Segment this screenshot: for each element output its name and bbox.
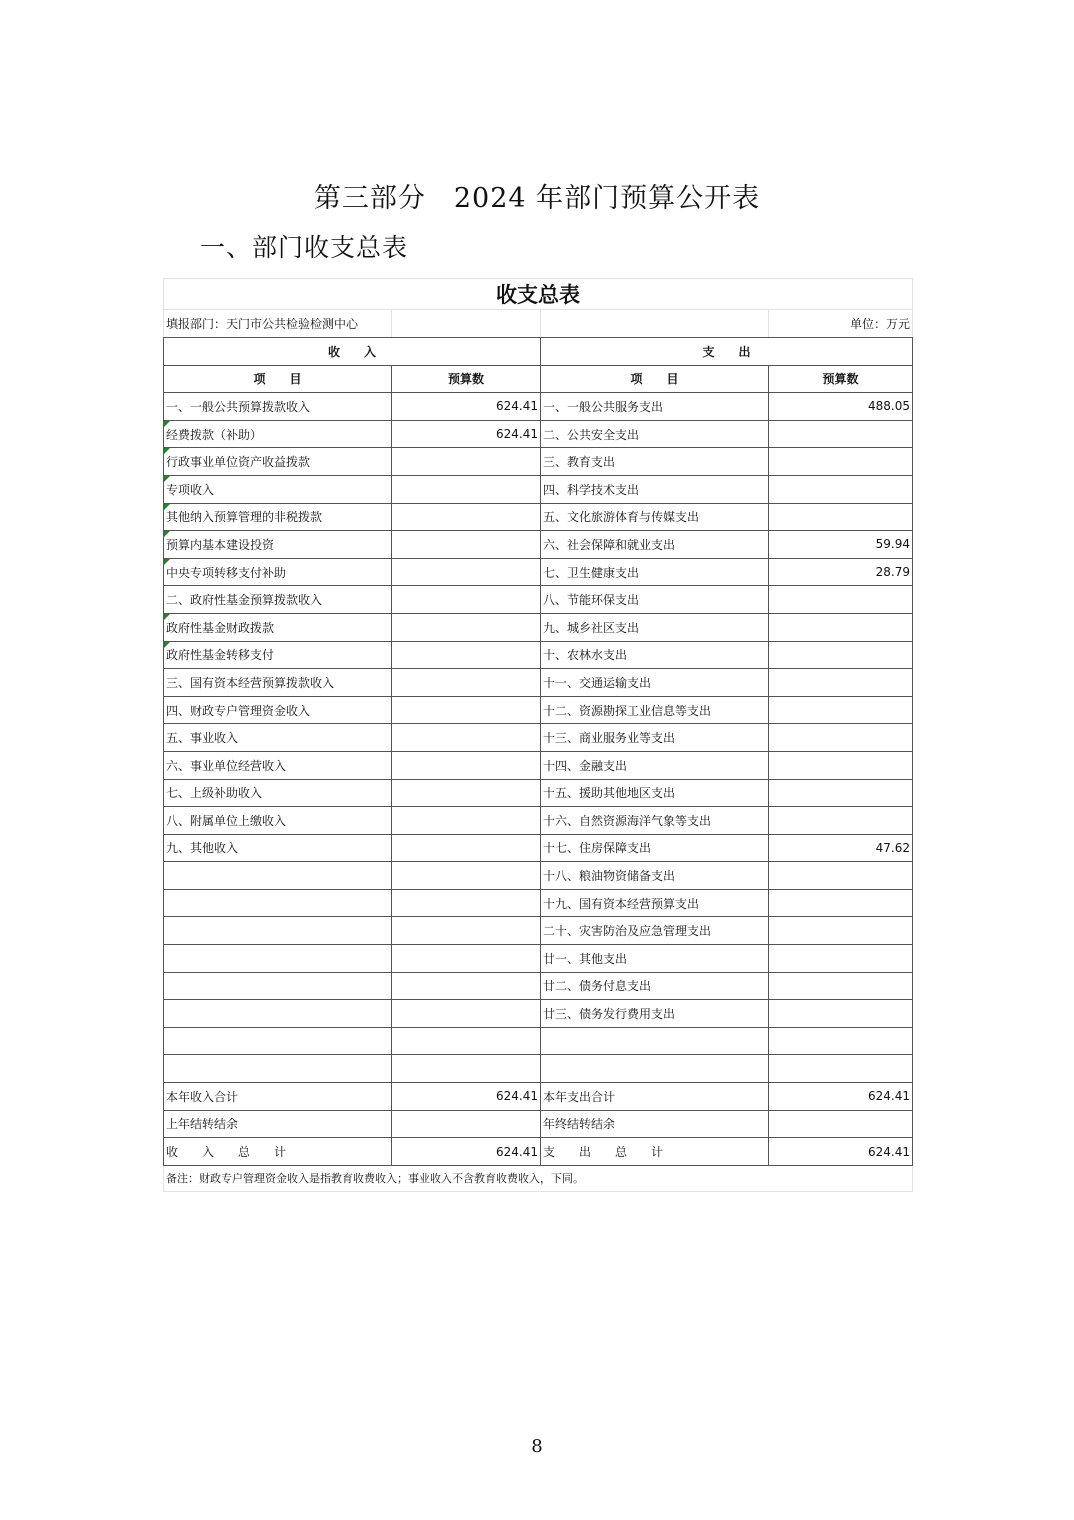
expense-item: 年终结转结余 bbox=[541, 1110, 769, 1138]
page-number: 8 bbox=[531, 1436, 543, 1457]
expense-amount bbox=[769, 475, 913, 503]
income-item: 收 入 总 计 bbox=[164, 1138, 392, 1166]
expense-item: 十五、援助其他地区支出 bbox=[541, 779, 769, 807]
table-row bbox=[164, 448, 913, 476]
table-row bbox=[164, 696, 913, 724]
income-amount bbox=[392, 613, 541, 641]
expense-item: 十、农林水支出 bbox=[541, 641, 769, 669]
expense-item: 十一、交通运输支出 bbox=[541, 669, 769, 697]
expense-item: 支 出 总 计 bbox=[541, 1138, 769, 1166]
expense-amount bbox=[769, 807, 913, 835]
table-row bbox=[164, 641, 913, 669]
unit-label: 单位：万元 bbox=[769, 310, 913, 338]
expense-item bbox=[541, 1055, 769, 1083]
expense-header: 支 出 bbox=[541, 338, 913, 366]
table-row bbox=[164, 945, 913, 973]
income-amount: 624.41 bbox=[392, 1083, 541, 1111]
expense-item bbox=[541, 1027, 769, 1055]
income-item bbox=[164, 889, 392, 917]
expense-amount-header: 预算数 bbox=[769, 365, 913, 393]
expense-item: 十九、国有资本经营预算支出 bbox=[541, 889, 769, 917]
income-amount bbox=[392, 889, 541, 917]
income-item: 九、其他收入 bbox=[164, 834, 392, 862]
expense-item: 廿三、债务发行费用支出 bbox=[541, 1000, 769, 1028]
income-item: 上年结转结余 bbox=[164, 1110, 392, 1138]
income-amount bbox=[392, 724, 541, 752]
income-item bbox=[164, 1027, 392, 1055]
income-header: 收 入 bbox=[164, 338, 541, 366]
income-amount bbox=[392, 669, 541, 697]
expense-amount bbox=[769, 724, 913, 752]
income-item: 政府性基金财政拨款 bbox=[164, 613, 392, 641]
income-item bbox=[164, 1055, 392, 1083]
table-row bbox=[164, 420, 913, 448]
expense-amount bbox=[769, 696, 913, 724]
income-amount bbox=[392, 586, 541, 614]
income-item: 六、事业单位经营收入 bbox=[164, 751, 392, 779]
budget-summary-table bbox=[163, 278, 913, 1192]
income-item: 三、国有资本经营预算拨款收入 bbox=[164, 669, 392, 697]
table-row bbox=[164, 613, 913, 641]
income-item: 八、附属单位上缴收入 bbox=[164, 807, 392, 835]
table-row bbox=[164, 724, 913, 752]
expense-item: 十二、资源勘探工业信息等支出 bbox=[541, 696, 769, 724]
table-row bbox=[164, 1027, 913, 1055]
income-amount-header: 预算数 bbox=[392, 365, 541, 393]
expense-amount bbox=[769, 1000, 913, 1028]
expense-amount bbox=[769, 641, 913, 669]
income-amount bbox=[392, 1000, 541, 1028]
income-item: 中央专项转移支付补助 bbox=[164, 558, 392, 586]
income-item: 经费拨款（补助） bbox=[164, 420, 392, 448]
expense-item-header: 项 目 bbox=[541, 365, 769, 393]
income-amount bbox=[392, 807, 541, 835]
income-amount bbox=[392, 696, 541, 724]
income-amount bbox=[392, 945, 541, 973]
expense-amount bbox=[769, 972, 913, 1000]
table-caption: 收支总表 bbox=[164, 279, 913, 310]
income-amount bbox=[392, 448, 541, 476]
income-amount bbox=[392, 1110, 541, 1138]
expense-amount: 624.41 bbox=[769, 1083, 913, 1111]
income-item: 专项收入 bbox=[164, 475, 392, 503]
expense-item: 十四、金融支出 bbox=[541, 751, 769, 779]
income-item: 五、事业收入 bbox=[164, 724, 392, 752]
income-amount bbox=[392, 475, 541, 503]
table-row bbox=[164, 1055, 913, 1083]
reporting-department: 填报部门：天门市公共检验检测中心 bbox=[164, 310, 392, 338]
table-row bbox=[164, 1083, 913, 1111]
table-row bbox=[164, 669, 913, 697]
expense-item: 廿一、其他支出 bbox=[541, 945, 769, 973]
expense-item: 四、科学技术支出 bbox=[541, 475, 769, 503]
income-amount bbox=[392, 862, 541, 890]
expense-amount: 28.79 bbox=[769, 558, 913, 586]
income-amount bbox=[392, 641, 541, 669]
income-amount: 624.41 bbox=[392, 1138, 541, 1166]
income-amount: 624.41 bbox=[392, 420, 541, 448]
income-amount bbox=[392, 834, 541, 862]
income-item bbox=[164, 917, 392, 945]
expense-amount: 59.94 bbox=[769, 531, 913, 559]
income-item: 四、财政专户管理资金收入 bbox=[164, 696, 392, 724]
table-row bbox=[164, 558, 913, 586]
income-amount bbox=[392, 503, 541, 531]
income-item-header: 项 目 bbox=[164, 365, 392, 393]
expense-amount bbox=[769, 779, 913, 807]
income-amount: 624.41 bbox=[392, 393, 541, 421]
income-amount bbox=[392, 972, 541, 1000]
income-item: 二、政府性基金预算拨款收入 bbox=[164, 586, 392, 614]
table-row bbox=[164, 779, 913, 807]
table-row bbox=[164, 1110, 913, 1138]
income-amount bbox=[392, 558, 541, 586]
income-amount bbox=[392, 531, 541, 559]
table-row bbox=[164, 751, 913, 779]
income-item bbox=[164, 972, 392, 1000]
table-row bbox=[164, 889, 913, 917]
expense-amount bbox=[769, 586, 913, 614]
section-title: 一、部门收支总表 bbox=[200, 233, 409, 262]
expense-amount bbox=[769, 751, 913, 779]
expense-amount bbox=[769, 420, 913, 448]
expense-item: 十三、商业服务业等支出 bbox=[541, 724, 769, 752]
table-row bbox=[164, 586, 913, 614]
income-item: 本年收入合计 bbox=[164, 1083, 392, 1111]
expense-item: 三、教育支出 bbox=[541, 448, 769, 476]
expense-item: 一、一般公共服务支出 bbox=[541, 393, 769, 421]
table-row bbox=[164, 475, 913, 503]
table-row bbox=[164, 503, 913, 531]
income-item: 其他纳入预算管理的非税拨款 bbox=[164, 503, 392, 531]
table-row bbox=[164, 862, 913, 890]
income-item bbox=[164, 1000, 392, 1028]
expense-amount bbox=[769, 945, 913, 973]
expense-amount bbox=[769, 862, 913, 890]
table-row bbox=[164, 393, 913, 421]
income-item: 预算内基本建设投资 bbox=[164, 531, 392, 559]
expense-item: 九、城乡社区支出 bbox=[541, 613, 769, 641]
table-note: 备注：财政专户管理资金收入是指教育收费收入；事业收入不含教育收费收入，下同。 bbox=[164, 1165, 913, 1191]
income-amount bbox=[392, 1027, 541, 1055]
expense-item: 十八、粮油物资储备支出 bbox=[541, 862, 769, 890]
expense-item: 本年支出合计 bbox=[541, 1083, 769, 1111]
expense-item: 六、社会保障和就业支出 bbox=[541, 531, 769, 559]
table-row bbox=[164, 917, 913, 945]
expense-item: 十七、住房保障支出 bbox=[541, 834, 769, 862]
expense-item: 八、节能环保支出 bbox=[541, 586, 769, 614]
expense-amount: 624.41 bbox=[769, 1138, 913, 1166]
table-row bbox=[164, 834, 913, 862]
expense-amount bbox=[769, 669, 913, 697]
expense-amount bbox=[769, 1110, 913, 1138]
expense-item: 五、文化旅游体育与传媒支出 bbox=[541, 503, 769, 531]
income-item: 政府性基金转移支付 bbox=[164, 641, 392, 669]
expense-amount: 488.05 bbox=[769, 393, 913, 421]
income-item bbox=[164, 945, 392, 973]
income-amount bbox=[392, 1055, 541, 1083]
expense-item: 十六、自然资源海洋气象等支出 bbox=[541, 807, 769, 835]
income-item: 行政事业单位资产收益拨款 bbox=[164, 448, 392, 476]
income-amount bbox=[392, 917, 541, 945]
expense-amount bbox=[769, 503, 913, 531]
expense-amount bbox=[769, 889, 913, 917]
expense-amount bbox=[769, 1055, 913, 1083]
expense-item: 二十、灾害防治及应急管理支出 bbox=[541, 917, 769, 945]
income-amount bbox=[392, 779, 541, 807]
table-row bbox=[164, 807, 913, 835]
expense-amount bbox=[769, 917, 913, 945]
expense-amount bbox=[769, 613, 913, 641]
expense-item: 七、卫生健康支出 bbox=[541, 558, 769, 586]
expense-amount: 47.62 bbox=[769, 834, 913, 862]
table-row bbox=[164, 1000, 913, 1028]
expense-amount bbox=[769, 1027, 913, 1055]
table-row bbox=[164, 1138, 913, 1166]
expense-item: 二、公共安全支出 bbox=[541, 420, 769, 448]
income-item: 一、一般公共预算拨款收入 bbox=[164, 393, 392, 421]
income-item bbox=[164, 862, 392, 890]
expense-item: 廿二、债务付息支出 bbox=[541, 972, 769, 1000]
expense-amount bbox=[769, 448, 913, 476]
table-row bbox=[164, 972, 913, 1000]
income-amount bbox=[392, 751, 541, 779]
budget-table-container bbox=[163, 278, 912, 1192]
table-row bbox=[164, 531, 913, 559]
page-title: 第三部分 2024 年部门预算公开表 bbox=[313, 183, 761, 214]
income-item: 七、上级补助收入 bbox=[164, 779, 392, 807]
